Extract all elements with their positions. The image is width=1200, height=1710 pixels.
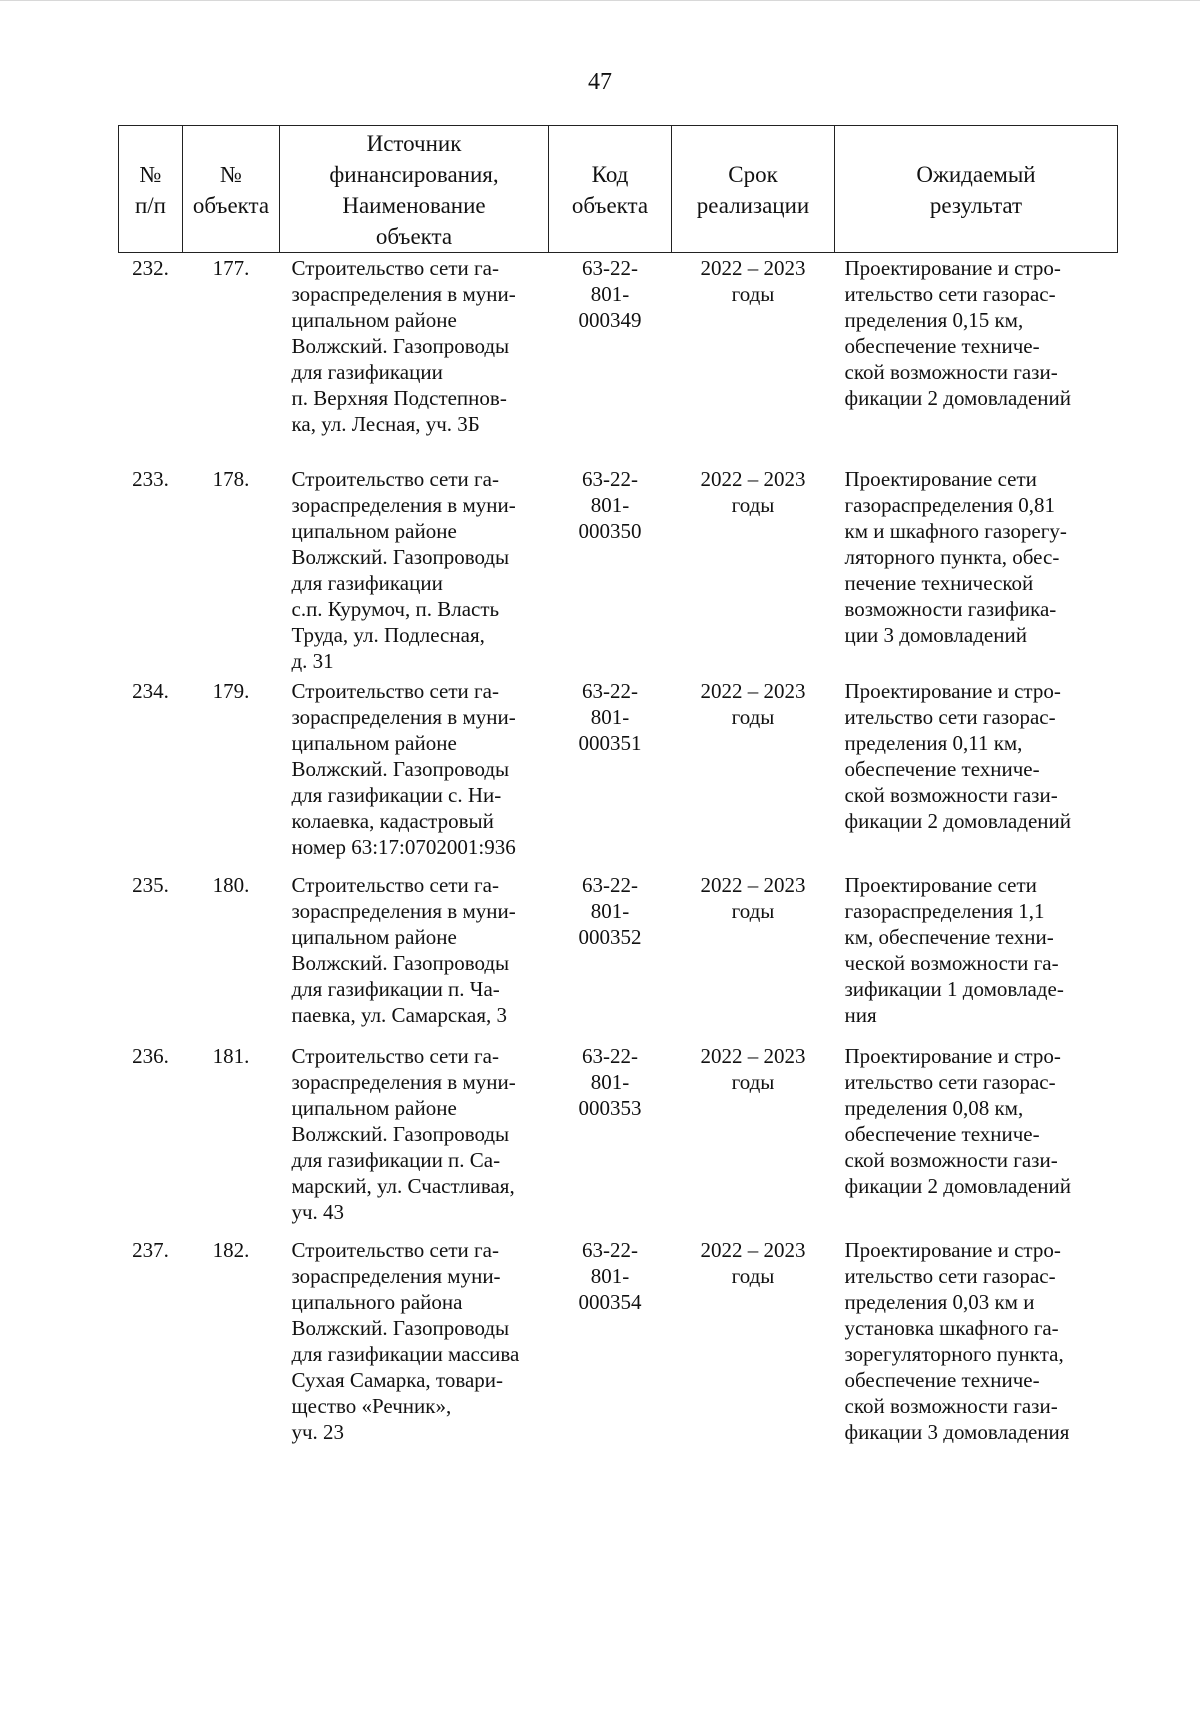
row-object-number-text: 182. <box>212 1237 250 1262</box>
row-num <box>119 1041 183 1235</box>
row-result-line: ской возможности гази- <box>844 782 1058 807</box>
row-result-line: ляторного пункта, обес- <box>844 544 1060 569</box>
row-source-line: для газификации массива <box>291 1341 520 1366</box>
row-result-line: Проектирование и стро- <box>844 1043 1061 1068</box>
row-source-line: зораспределения в муни- <box>291 704 516 729</box>
row-object-number <box>183 1041 280 1235</box>
row-source <box>280 1041 549 1235</box>
row-source-line: колаевка, кадастровый <box>291 808 494 833</box>
row-source-line: для газификации с. Ни- <box>291 782 502 807</box>
row-term <box>672 1235 835 1495</box>
row-source-line: ципальном районе <box>291 308 457 332</box>
row-result-line: Проектирование и стро- <box>844 256 1061 280</box>
row-code-line: 801- <box>590 1069 630 1094</box>
row-source-line: номер 63:17:0702001:936 <box>291 834 516 859</box>
row-source-line: Волжский. Газопроводы <box>291 334 510 358</box>
row-source-line: паевка, ул. Самарская, 3 <box>291 1002 508 1027</box>
row-source <box>280 1235 549 1495</box>
row-source-line: Строительство сети га- <box>291 872 499 897</box>
row-result-line: Проектирование сети <box>844 466 1037 491</box>
row-source-line: Строительство сети га- <box>291 1237 499 1262</box>
row-source-line: Волжский. Газопроводы <box>291 950 510 975</box>
row-num-text: 232. <box>132 256 169 280</box>
row-result-line: зификации 1 домовладе- <box>844 976 1064 1001</box>
row-object-number <box>183 1235 280 1495</box>
row-code <box>549 676 672 870</box>
row-source-line: Сухая Самарка, товари- <box>291 1367 504 1392</box>
row-result-line: ительство сети газорас- <box>844 282 1056 306</box>
table-body <box>119 253 1118 1495</box>
row-result-line: фикации 3 домовладения <box>844 1419 1070 1444</box>
row-code-line: 000353 <box>578 1095 642 1120</box>
row-term-line: 2022 – 2023 <box>700 1043 806 1068</box>
row-num <box>119 1235 183 1495</box>
row-result-line: обеспечение техниче- <box>844 1121 1040 1146</box>
row-result-line: газораспределения 0,81 <box>844 492 1055 517</box>
row-source-line: Строительство сети га- <box>291 256 499 280</box>
row-result-line: обеспечение техниче- <box>844 334 1040 358</box>
row-code-line: 801- <box>590 704 630 729</box>
row-source-line: Строительство сети га- <box>291 466 499 491</box>
row-object-number-text: 179. <box>212 678 250 703</box>
table-row <box>119 464 1118 676</box>
row-result-line: пределения 0,11 км, <box>844 730 1023 755</box>
row-num-text: 236. <box>132 1043 169 1068</box>
row-term-line: годы <box>731 1069 775 1094</box>
row-source <box>280 676 549 870</box>
row-num <box>119 870 183 1041</box>
row-source-line: Волжский. Газопроводы <box>291 544 510 569</box>
header-term: Срок реализации <box>672 126 835 253</box>
row-source-line: Труда, ул. Подлесная, <box>291 622 485 647</box>
row-term-line: годы <box>731 704 775 729</box>
row-result-line: км, обеспечение техни- <box>844 924 1054 949</box>
row-result-line: ской возможности гази- <box>844 1147 1058 1172</box>
row-object-number-text: 180. <box>212 872 250 897</box>
row-source <box>280 464 549 676</box>
row-result-line: ительство сети газорас- <box>844 1263 1056 1288</box>
row-source <box>280 253 549 464</box>
row-source-line: для газификации п. Са- <box>291 1147 501 1172</box>
row-object-number <box>183 870 280 1041</box>
header-result: Ожидаемый результат <box>835 126 1118 253</box>
row-term-line: 2022 – 2023 <box>700 1237 806 1262</box>
row-result-line: ческой возможности га- <box>844 950 1059 975</box>
row-source-line: ципальном районе <box>291 924 457 949</box>
row-source-line: зораспределения в муни- <box>291 898 516 923</box>
row-object-number-text: 181. <box>212 1043 250 1068</box>
row-source-line: уч. 23 <box>291 1419 345 1444</box>
row-num <box>119 253 183 464</box>
row-code-line: 63-22- <box>582 872 638 897</box>
row-code <box>549 253 672 464</box>
row-term <box>672 253 835 464</box>
header-object-number: № объекта <box>183 126 280 253</box>
row-num-text: 234. <box>132 678 169 703</box>
row-term <box>672 870 835 1041</box>
row-code-line: 000354 <box>578 1289 642 1314</box>
row-source-line: Волжский. Газопроводы <box>291 1121 510 1146</box>
row-result-line: печение технической <box>844 570 1034 595</box>
row-source-line: щество «Речник», <box>291 1393 452 1418</box>
table-row <box>119 253 1118 464</box>
row-num <box>119 464 183 676</box>
objects-table <box>118 125 1118 1495</box>
table-row <box>119 676 1118 870</box>
row-code-line: 63-22- <box>582 1237 638 1262</box>
row-code-line: 801- <box>590 492 630 517</box>
row-result-line: пределения 0,03 км и <box>844 1289 1035 1314</box>
row-term <box>672 1041 835 1235</box>
row-num-text: 235. <box>132 872 169 897</box>
row-result <box>835 676 1118 870</box>
row-result <box>835 464 1118 676</box>
row-code <box>549 1235 672 1495</box>
row-code-line: 63-22- <box>582 466 638 491</box>
row-result-line: обеспечение техниче- <box>844 1367 1040 1392</box>
row-result-line: Проектирование и стро- <box>844 1237 1061 1262</box>
row-source-line: марский, ул. Счастливая, <box>291 1173 515 1198</box>
row-result-line: Проектирование сети <box>844 872 1037 897</box>
row-term-line: годы <box>731 898 775 923</box>
row-result-line: ния <box>844 1002 877 1027</box>
row-result-line: пределения 0,15 км, <box>844 308 1024 332</box>
row-code-line: 801- <box>590 898 630 923</box>
row-source-line: с.п. Курумоч, п. Власть <box>291 596 500 621</box>
row-result-line: зорегуляторного пункта, <box>844 1341 1064 1366</box>
row-result-line: ской возможности гази- <box>844 360 1058 384</box>
row-result <box>835 870 1118 1041</box>
row-result-line: ции 3 домовладений <box>844 622 1027 647</box>
row-num-text: 237. <box>132 1237 169 1262</box>
row-source-line: ципального района <box>291 1289 463 1314</box>
row-result-line: фикации 2 домовладений <box>844 1173 1071 1198</box>
table-row <box>119 1041 1118 1235</box>
row-code-line: 000350 <box>578 518 642 543</box>
row-result-line: возможности газифика- <box>844 596 1057 621</box>
row-term <box>672 464 835 676</box>
row-num <box>119 676 183 870</box>
table-header <box>119 126 1118 253</box>
row-source-line: для газификации <box>291 360 443 384</box>
row-term-line: годы <box>731 1263 775 1288</box>
row-result-line: обеспечение техниче- <box>844 756 1040 781</box>
row-result-line: пределения 0,08 км, <box>844 1095 1024 1120</box>
row-source-line: Волжский. Газопроводы <box>291 756 510 781</box>
row-source-line: зораспределения в муни- <box>291 1069 516 1094</box>
row-source-line: п. Верхняя Подстепнов- <box>291 386 507 410</box>
row-object-number <box>183 253 280 464</box>
row-code-line: 801- <box>590 282 630 306</box>
header-num: № п/п <box>119 126 183 253</box>
row-term-line: годы <box>731 492 775 517</box>
row-object-number <box>183 676 280 870</box>
row-code-line: 000351 <box>578 730 642 755</box>
row-term-line: 2022 – 2023 <box>700 872 806 897</box>
row-source-line: для газификации п. Ча- <box>291 976 500 1001</box>
row-result-line: ительство сети газорас- <box>844 1069 1056 1094</box>
row-result-line: фикации 2 домовладений <box>844 808 1071 833</box>
row-result-line: ской возможности гази- <box>844 1393 1058 1418</box>
row-code-line: 63-22- <box>582 678 638 703</box>
page-top-border <box>0 0 1200 1</box>
row-source-line: Волжский. Газопроводы <box>291 1315 510 1340</box>
row-result-line: Проектирование и стро- <box>844 678 1061 703</box>
row-term-line: 2022 – 2023 <box>700 678 806 703</box>
row-result-line: газораспределения 1,1 <box>844 898 1045 923</box>
row-result-line: установка шкафного га- <box>844 1315 1059 1340</box>
row-result-line: км и шкафного газорегу- <box>844 518 1067 543</box>
row-term-line: 2022 – 2023 <box>700 466 806 491</box>
row-term-line: годы <box>731 282 775 306</box>
row-source-line: Строительство сети га- <box>291 678 499 703</box>
row-code-line: 801- <box>590 1263 630 1288</box>
row-source-line: ципальном районе <box>291 1095 457 1120</box>
row-source-line: уч. 43 <box>291 1199 345 1224</box>
row-code <box>549 870 672 1041</box>
row-term <box>672 676 835 870</box>
row-object-number <box>183 464 280 676</box>
row-code-line: 000352 <box>578 924 642 949</box>
row-result-line: фикации 2 домовладений <box>844 386 1071 410</box>
row-code <box>549 464 672 676</box>
row-source-line: для газификации <box>291 570 443 595</box>
row-result-line: ительство сети газорас- <box>844 704 1056 729</box>
row-term-line: 2022 – 2023 <box>700 256 806 280</box>
row-code-line: 63-22- <box>582 256 638 280</box>
row-code-line: 000349 <box>578 308 642 332</box>
row-code <box>549 1041 672 1235</box>
row-result <box>835 253 1118 464</box>
row-source <box>280 870 549 1041</box>
row-source-line: ка, ул. Лесная, уч. 3Б <box>291 412 480 436</box>
row-object-number-text: 178. <box>212 466 250 491</box>
header-code: Код объекта <box>549 126 672 253</box>
page-number: 47 <box>588 69 612 95</box>
row-code-line: 63-22- <box>582 1043 638 1068</box>
header-source: Источник финансирования, Наименование объекта <box>280 126 549 253</box>
row-result <box>835 1041 1118 1235</box>
row-num-text: 233. <box>132 466 169 491</box>
row-object-number-text: 177. <box>212 256 250 280</box>
row-source-line: зораспределения в муни- <box>291 492 516 517</box>
row-result <box>835 1235 1118 1495</box>
row-source-line: Строительство сети га- <box>291 1043 499 1068</box>
row-source-line: ципальном районе <box>291 730 457 755</box>
row-source-line: зораспределения муни- <box>291 1263 501 1288</box>
row-source-line: ципальном районе <box>291 518 457 543</box>
table-row <box>119 870 1118 1041</box>
row-source-line: зораспределения в муни- <box>291 282 516 306</box>
table-row <box>119 1235 1118 1495</box>
row-source-line: д. 31 <box>291 648 334 673</box>
